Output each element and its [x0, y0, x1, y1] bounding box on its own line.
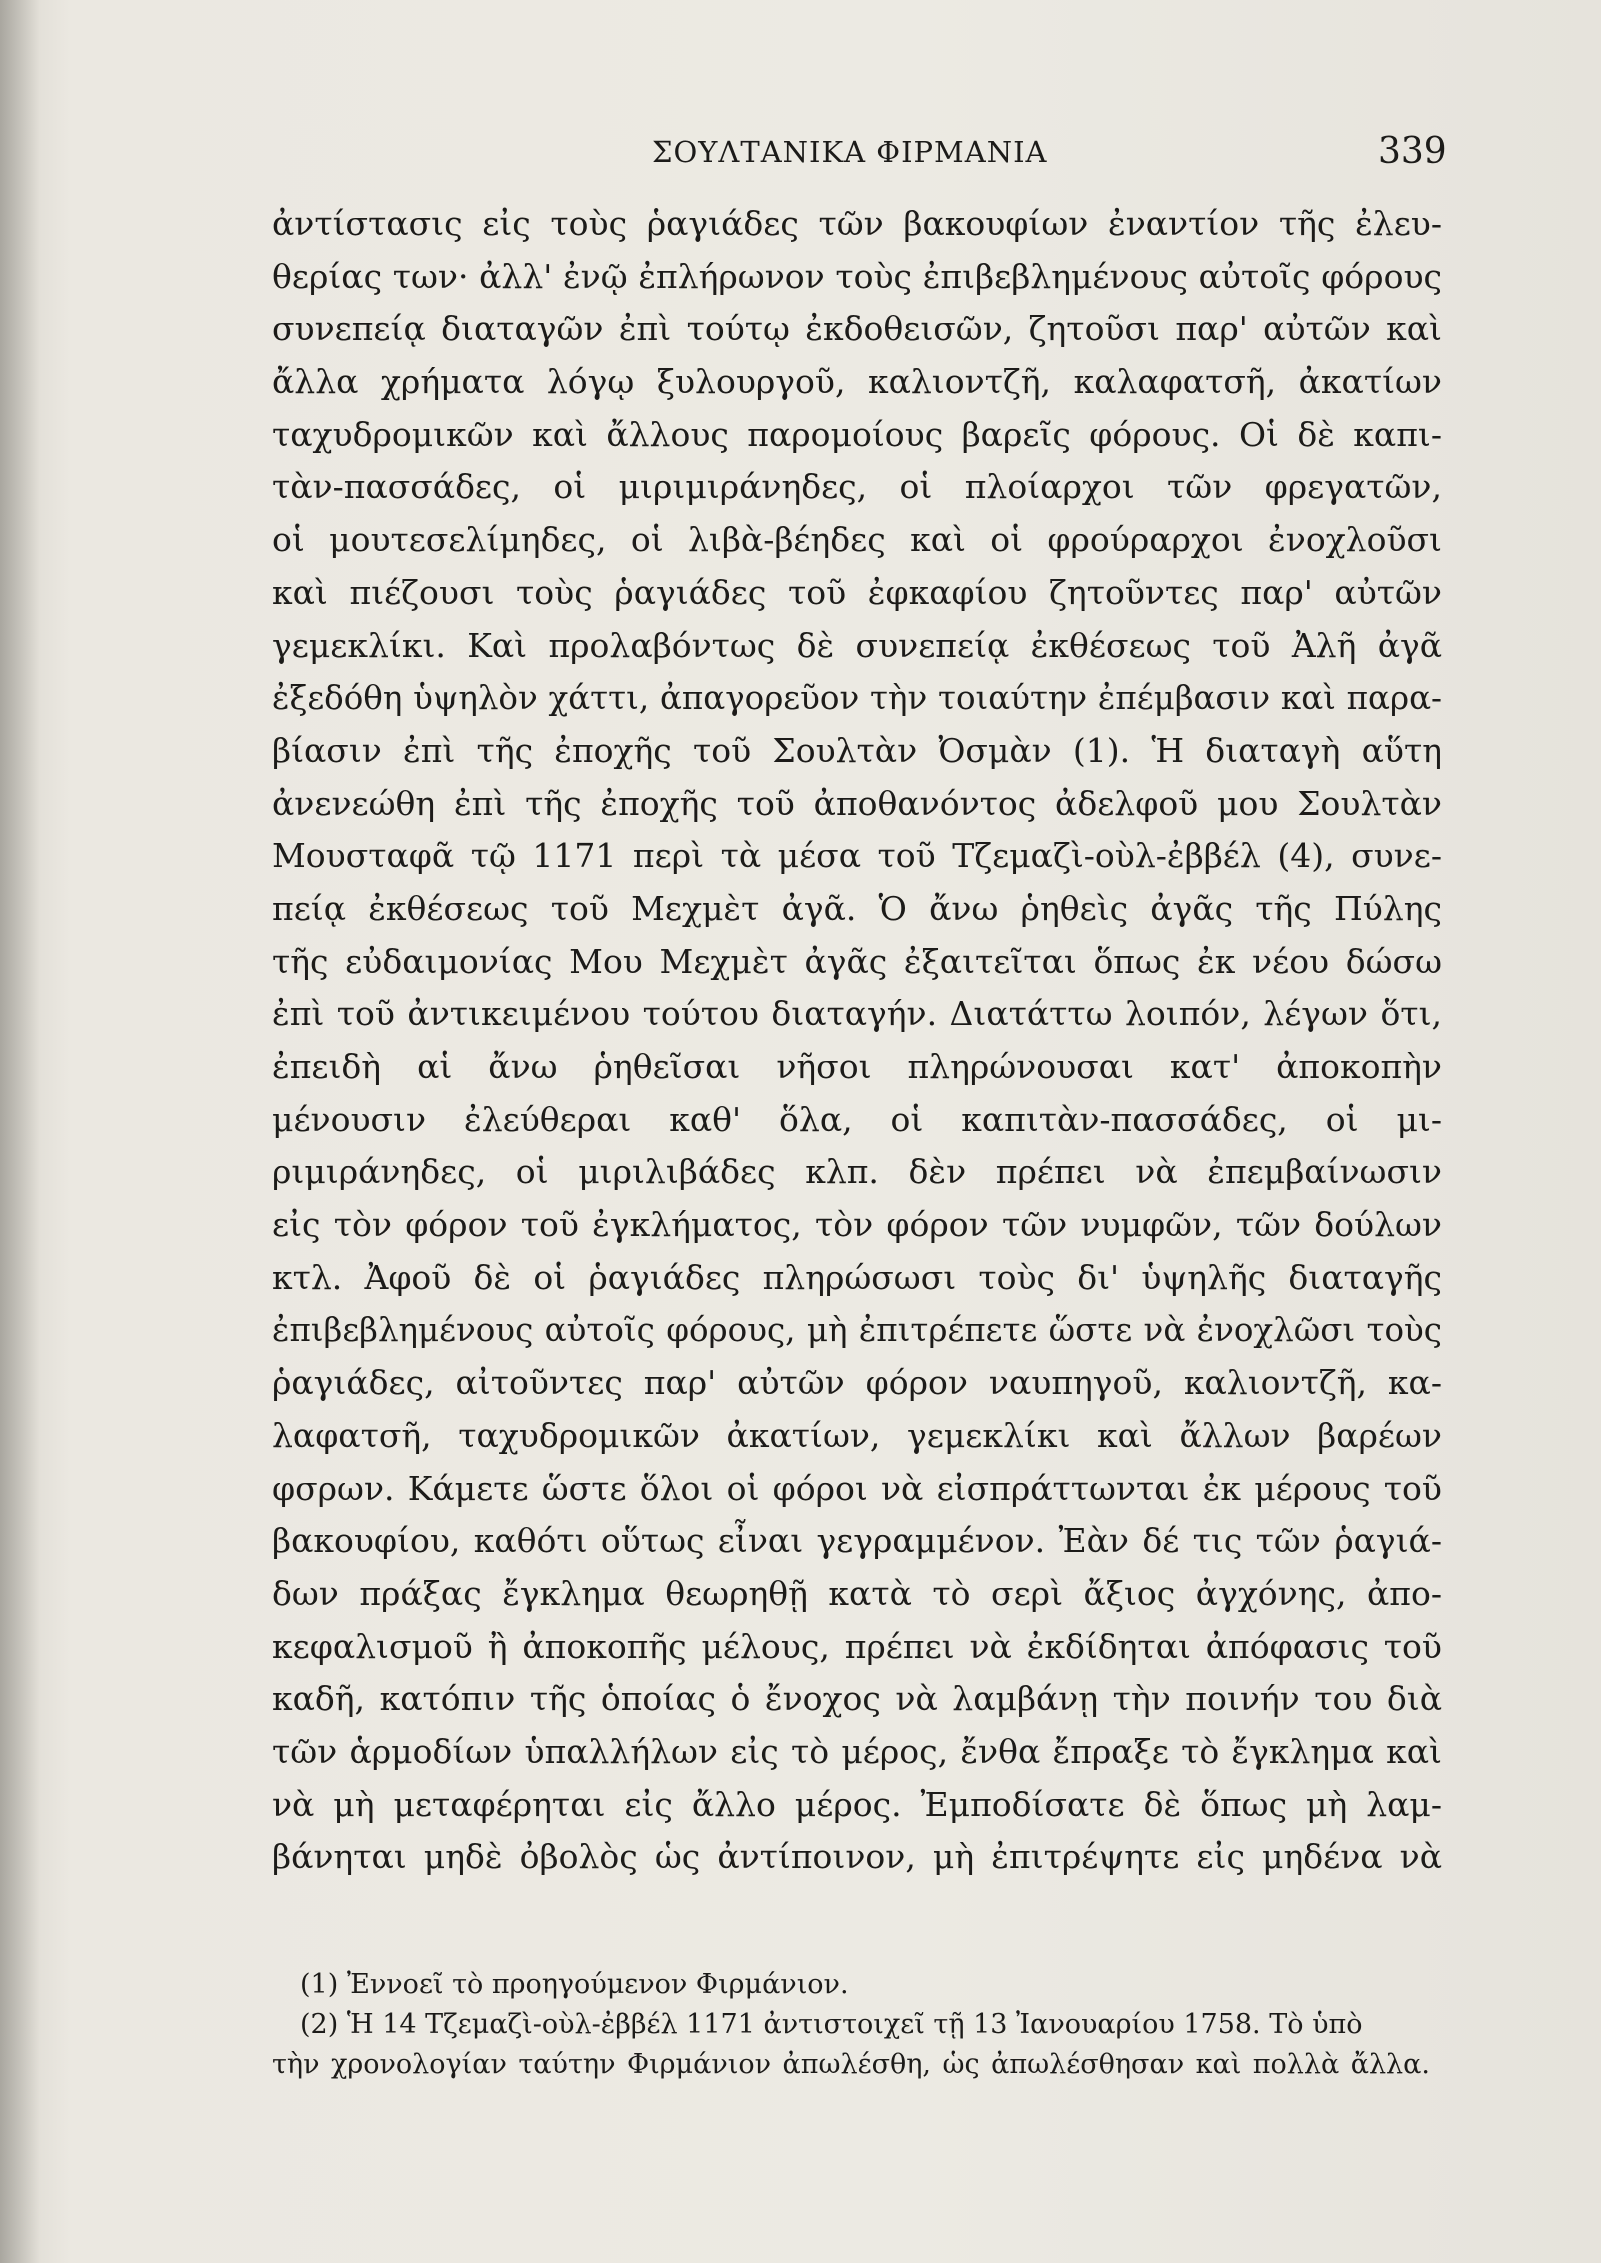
text-line: συνεπείᾳ διαταγῶν ἐπὶ τούτῳ ἐκδοθεισῶν, ζητοῦσι παρ' αὐτῶν καὶ — [272, 309, 1442, 349]
text-line: θερίας των· ἀλλ' ἐνῷ ἐπλήρωνον τοὺς ἐπιβεβλημένους αὐτοῖς φόρους — [272, 256, 1442, 296]
text-line: μένουσιν ἐλεύθεραι καθ' ὅλα, οἱ καπιτὰν-πασσάδες, οἱ μι- — [272, 1099, 1442, 1139]
text-line: βίασιν ἐπὶ τῆς ἐποχῆς τοῦ Σουλτὰν Ὀσμὰν (1). Ἡ διαταγὴ αὕτη — [272, 730, 1442, 770]
running-head — [0, 131, 1601, 185]
text-line: φσρων. Κάμετε ὥστε ὅλοι οἱ φόροι νὰ εἰσπράττωνται ἐκ μέρους τοῦ — [272, 1468, 1442, 1508]
text-line: καδῆ, κατόπιν τῆς ὁποίας ὁ ἔνοχος νὰ λαμβάνῃ τὴν ποινήν του διὰ — [272, 1679, 1442, 1719]
text-line: ἀντίστασις εἰς τοὺς ῥαγιάδες τῶν βακουφίων ἐναντίον τῆς ἐλευ- — [272, 204, 1442, 243]
text-line: ἄλλα χρήματα λόγῳ ξυλουργοῦ, καλιοντζῆ, καλαφατσῆ, ἀκατίων — [272, 362, 1442, 402]
text-line: πείᾳ ἐκθέσεως τοῦ Μεχμὲτ ἀγᾶ. Ὁ ἄνω ῥηθεὶς ἀγᾶς τῆς Πύλης — [272, 888, 1442, 928]
footnote-2: (2) Ἡ 14 Τζεμαζὶ-οὺλ-ἐββέλ 1171 ἀντιστοιχεῖ τῇ 13 Ἰανουαρίου 1758. Τὸ ὑπὸ — [300, 2009, 1363, 2040]
text-line: τὰν-πασσάδες, οἱ μιριμιράνηδες, οἱ πλοίαρχοι τῶν φρεγατῶν, — [272, 467, 1442, 507]
text-line: εἰς τὸν φόρον τοῦ ἐγκλήματος, τὸν φόρον τῶν νυμφῶν, τῶν δούλων — [272, 1205, 1442, 1245]
text-line: ταχυδρομικῶν καὶ ἄλλους παρομοίους βαρεῖς φόρους. Οἱ δὲ καπι- — [272, 414, 1442, 454]
text-line: νὰ μὴ μεταφέρηται εἰς ἄλλο μέρος. Ἐμποδίσατε δὲ ὅπως μὴ λαμ- — [272, 1784, 1442, 1824]
footnote-1: (1) Ἐννοεῖ τὸ προηγούμενον Φιρμάνιον. — [300, 1969, 849, 2000]
text-line: λαφατσῆ, ταχυδρομικῶν ἀκατίων, γεμεκλίκι καὶ ἄλλων βαρέων — [272, 1415, 1442, 1455]
gutter-shadow — [0, 0, 40, 2263]
footnotes — [272, 1965, 1430, 2085]
text-line: οἱ μουτεσελίμηδες, οἱ λιβὰ-βέηδες καὶ οἱ φρούραρχοι ἐνοχλοῦσι — [272, 520, 1442, 560]
text-line: ῥαγιάδες, αἰτοῦντες παρ' αὐτῶν φόρον ναυπηγοῦ, καλιοντζῆ, κα- — [272, 1363, 1442, 1403]
text-line: ἐπιβεβλημένους αὐτοῖς φόρους, μὴ ἐπιτρέπετε ὥστε νὰ ἐνοχλῶσι τοὺς — [272, 1311, 1442, 1350]
text-line: κεφαλισμοῦ ἢ ἀποκοπῆς μέλους, πρέπει νὰ ἐκδίδηται ἀπόφασις τοῦ — [272, 1626, 1442, 1666]
text-line: ἐπὶ τοῦ ἀντικειμένου τούτου διαταγήν. Διατάττω λοιπόν, λέγων ὅτι, — [272, 994, 1442, 1034]
text-line: ἀνενεώθη ἐπὶ τῆς ἐποχῆς τοῦ ἀποθανόντος ἀδελφοῦ μου Σουλτὰν — [272, 783, 1442, 823]
text-line: ριμιράνηδες, οἱ μιριλιβάδες κλπ. δὲν πρέπει νὰ ἐπεμβαίνωσιν — [272, 1152, 1442, 1192]
text-line: ἐπειδὴ αἱ ἄνω ῥηθεῖσαι νῆσοι πληρώνουσαι κατ' ἀποκοπὴν — [272, 1047, 1442, 1086]
text-line: βακουφίου, καθότι οὕτως εἶναι γεγραμμένον. Ἐὰν δέ τις τῶν ῥαγιά- — [272, 1521, 1442, 1561]
text-line: βάνηται μηδὲ ὀβολὸς ὡς ἀντίποινον, μὴ ἐπιτρέψητε εἰς μηδένα νὰ — [272, 1837, 1442, 1877]
text-line: γεμεκλίκι. Καὶ προλαβόντως δὲ συνεπείᾳ ἐκθέσεως τοῦ Ἀλῆ ἀγᾶ — [272, 625, 1442, 665]
footnote-2-continuation: τὴν χρονολογίαν ταύτην Φιρμάνιον ἀπωλέσθη, ὡς ἀπωλέσθησαν καὶ πολλὰ ἄλλα. — [272, 2049, 1430, 2080]
body-text — [272, 198, 1442, 1884]
text-line: κτλ. Ἀφοῦ δὲ οἱ ῥαγιάδες πληρώσωσι τοὺς δι' ὑψηλῆς διαταγῆς — [272, 1257, 1442, 1297]
text-line: τῶν ἁρμοδίων ὑπαλλήλων εἰς τὸ μέρος, ἔνθα ἔπραξε τὸ ἔγκλημα καὶ — [272, 1731, 1442, 1771]
page-number: 339 — [1378, 131, 1447, 172]
text-line: καὶ πιέζουσι τοὺς ῥαγιάδες τοῦ ἐφκαφίου ζητοῦντες παρ' αὐτῶν — [272, 572, 1442, 612]
text-line: δων πράξας ἔγκλημα θεωρηθῇ κατὰ τὸ σερὶ ἄξιος ἀγχόνης, ἀπο- — [272, 1573, 1442, 1613]
running-title: ΣΟΥΛΤΑΝΙΚΑ ΦΙΡΜΑΝΙΑ — [652, 135, 1048, 169]
text-line: ἐξεδόθη ὑψηλὸν χάττι, ἀπαγορεῦον τὴν τοιαύτην ἐπέμβασιν καὶ παρα- — [272, 679, 1442, 718]
text-line: τῆς εὐδαιμονίας Μου Μεχμὲτ ἀγᾶς ἐξαιτεῖται ὅπως ἐκ νέου δώσω — [272, 941, 1442, 981]
text-line: Μουσταφᾶ τῷ 1171 περὶ τὰ μέσα τοῦ Τζεμαζὶ-οὺλ-ἐββέλ (4), συνε- — [272, 836, 1442, 876]
